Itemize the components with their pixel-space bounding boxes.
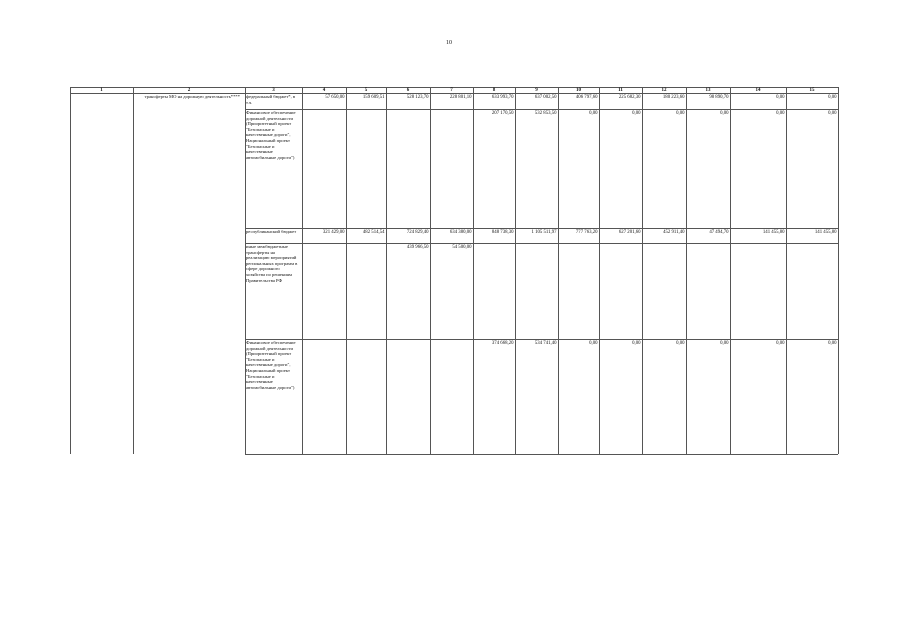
cell-value: 0,00 [676, 110, 685, 116]
column-header: 1 [100, 87, 103, 93]
cell-value: 0,00 [828, 110, 837, 116]
cell-value: 0,00 [589, 110, 598, 116]
cell-value: 534 741,40 [534, 340, 557, 346]
cell-value: 777 763,20 [575, 229, 598, 235]
body-col-line [786, 93, 787, 454]
cell-value: 0,00 [776, 94, 785, 100]
cell-value: 528 123,70 [406, 94, 429, 100]
cell-value: 406 797,60 [575, 94, 598, 100]
cell-value: 637 002,50 [534, 94, 557, 100]
cell-value: 452 911,40 [663, 229, 685, 235]
body-col-line [473, 93, 474, 454]
cell-value: 54 500,00 [452, 244, 472, 250]
cell-value: 0,00 [632, 110, 641, 116]
cell-value: 0,00 [589, 340, 598, 346]
body-col-line [430, 93, 431, 454]
cell-value: 1 105 511,97 [531, 229, 557, 235]
body-col-line [686, 93, 687, 454]
column-header: 10 [576, 87, 581, 93]
body-col-line [515, 93, 516, 454]
row-line [245, 243, 838, 244]
cell-value: 633 993,70 [491, 94, 514, 100]
column-header: 6 [406, 87, 410, 93]
page-number: 10 [446, 40, 452, 46]
row-line [245, 454, 838, 455]
body-col-line [346, 93, 347, 454]
body-col-line [642, 93, 643, 454]
cell-value: 0,00 [632, 340, 641, 346]
cell-value: 180 223,60 [662, 94, 685, 100]
cell-value: 47 494,70 [709, 229, 729, 235]
cell-value: 0,00 [720, 110, 729, 116]
cell-value: 0,00 [828, 340, 837, 346]
row-name: федеральный бюджет*, в т.ч. [246, 94, 296, 105]
body-col-line [838, 93, 839, 454]
cell-value: 0,00 [676, 340, 685, 346]
body-col-line [386, 93, 387, 454]
cell-value: 98 890,70 [709, 94, 729, 100]
column-header: 2 [187, 87, 191, 93]
column-header: 13 [705, 87, 711, 93]
cell-value: 207 170,50 [491, 110, 514, 116]
cell-value: 634 380,00 [449, 229, 472, 235]
col2-left-line [133, 93, 134, 454]
cell-value: 225 682,30 [618, 94, 641, 100]
column-header: 7 [450, 87, 453, 93]
column-header: 8 [492, 87, 496, 93]
cell-value: 0,00 [828, 94, 837, 100]
row-name: иные межбюджетные трансферты на реализацию мероприятий региональных программ в сфере дорожного хозяйства по решениям Правительства РФ [246, 244, 298, 283]
column-header: 9 [535, 87, 538, 93]
cell-value: 482 514,54 [362, 229, 385, 235]
column-header: 11 [618, 87, 623, 93]
row-name: республиканский бюджет [246, 229, 297, 234]
body-col-line [599, 93, 600, 454]
cell-value: 57 650,00 [325, 94, 345, 100]
cell-value: 159 609,51 [362, 94, 385, 100]
col1-left-line [70, 93, 71, 454]
cell-value: 848 738,30 [491, 229, 514, 235]
column-header: 4 [322, 87, 326, 93]
cell-value: 0,00 [776, 340, 785, 346]
body-col-line [302, 93, 303, 454]
cell-value: 228 801,10 [449, 94, 472, 100]
cell-value: 141 455,80 [762, 229, 785, 235]
cell-value: 0,00 [776, 110, 785, 116]
cell-value: 141 455,80 [814, 229, 837, 235]
row-name: Финансовое обеспечение дорожной деятельности (Приоритетный проект "Безопасные и качественные дороги", Национальный проект "Безопасные и качественные автомобильные дороги") [246, 340, 296, 390]
column-header: 3 [272, 87, 275, 93]
row-label: трансферты МО на дорожную деятельность**** [144, 94, 240, 99]
cell-value: 724 829,40 [406, 229, 429, 235]
cell-value: 374 668,20 [491, 340, 514, 346]
cell-value: 627 201,60 [618, 229, 641, 235]
row-name: Финансовое обеспечение дорожной деятельности (Приоритетный проект "Безопасные и качественные дороги", Национальный проект "Безопасные и качественные автомобильные дороги") [246, 110, 296, 160]
cell-value: 532 853,50 [534, 110, 557, 116]
cell-value: 0,00 [720, 340, 729, 346]
body-col-line [730, 93, 731, 454]
column-header: 5 [364, 87, 368, 93]
column-header: 14 [755, 87, 761, 93]
cell-value: 439 966,50 [406, 244, 429, 250]
column-header: 15 [809, 87, 815, 93]
column-header: 12 [661, 87, 667, 93]
cell-value: 321 429,00 [322, 229, 345, 235]
body-col-line [558, 93, 559, 454]
